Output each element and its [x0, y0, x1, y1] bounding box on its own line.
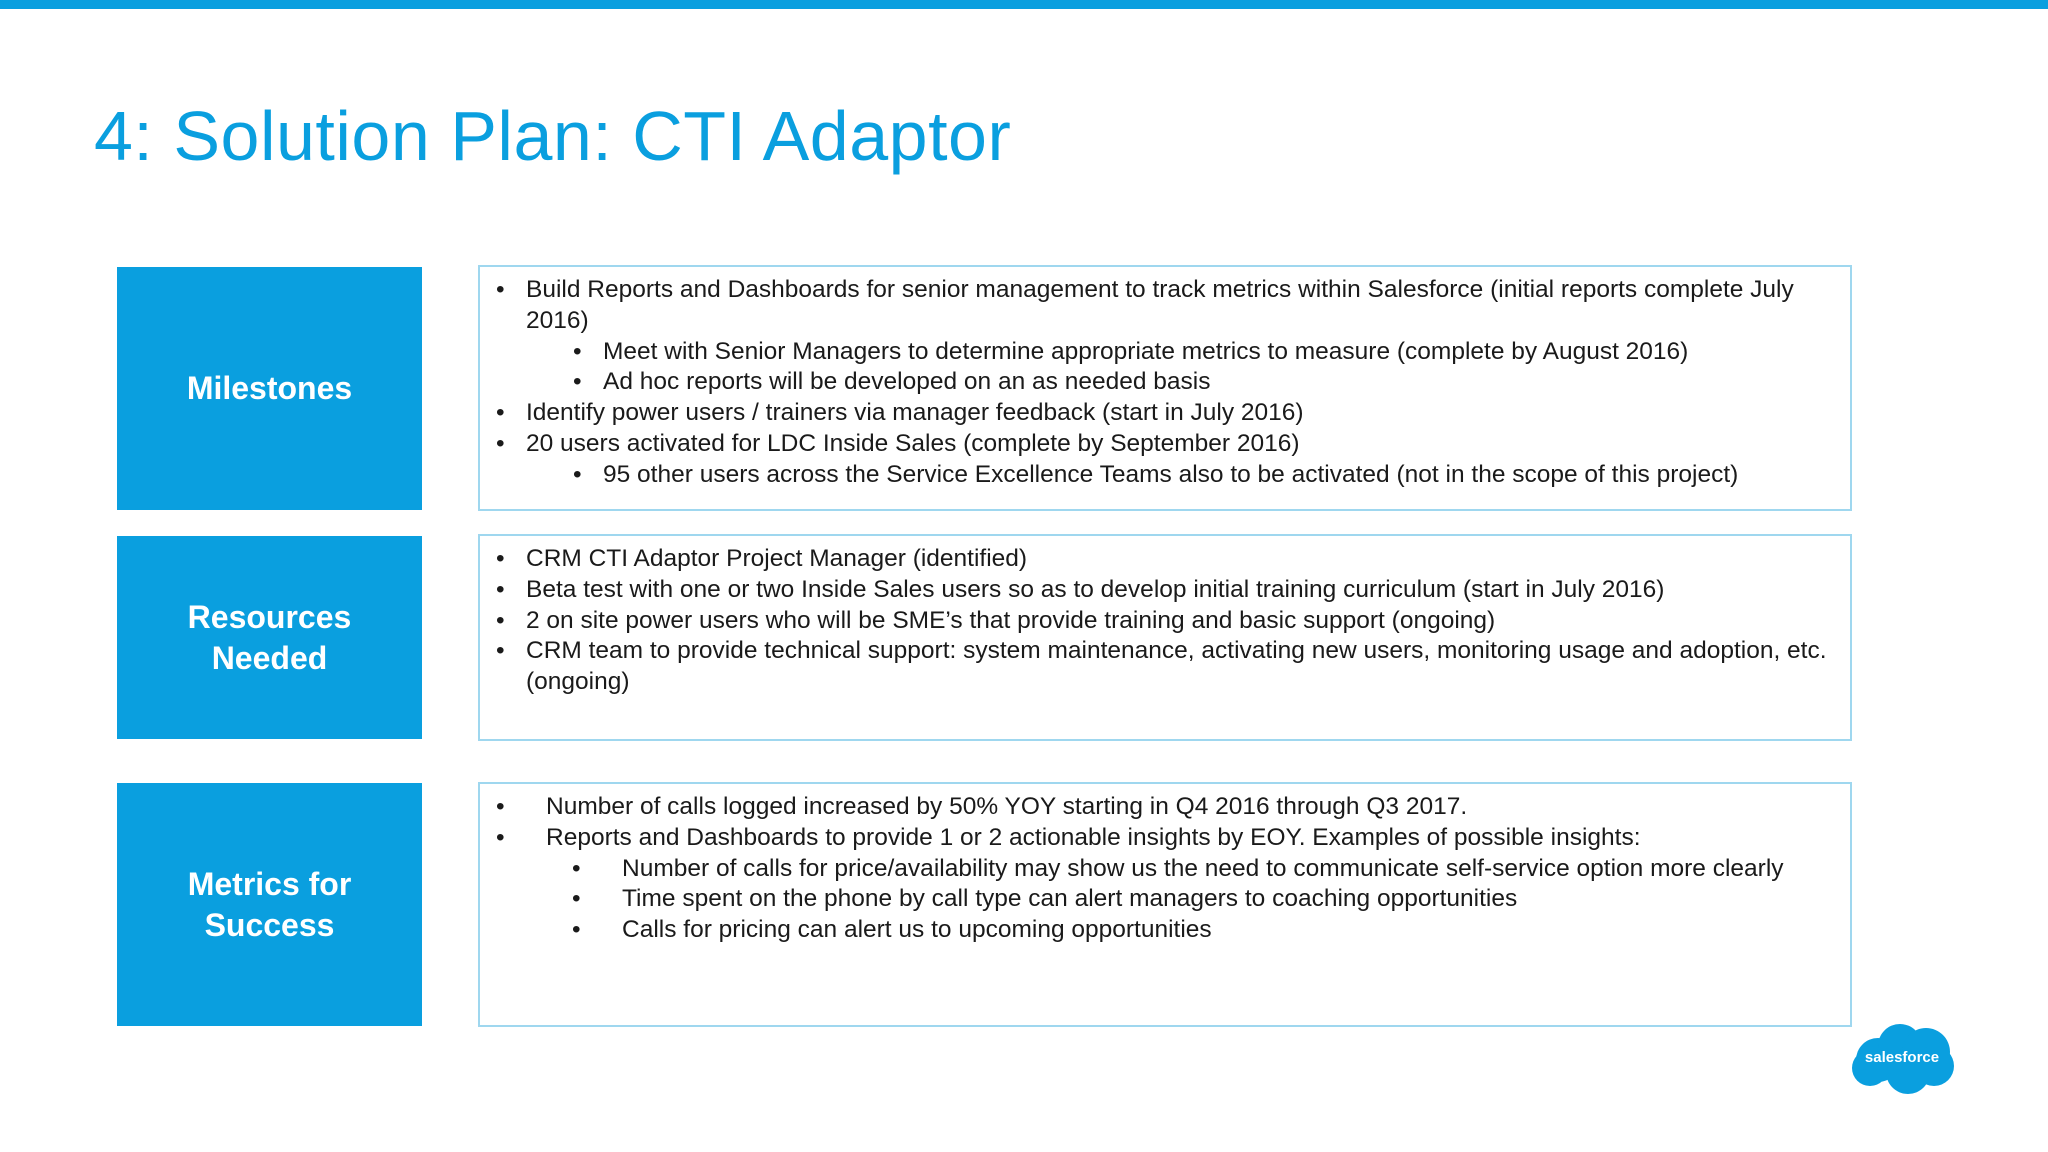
resources-list [494, 544, 1830, 698]
list-item: • 20 users activated for LDC Inside Sales (complete by September 2016) [494, 429, 1830, 460]
metrics-label-line2: Success [204, 906, 335, 943]
list-item: • CRM CTI Adaptor Project Manager (identified) [494, 544, 1830, 575]
milestones-list [494, 275, 1830, 491]
resources-label [117, 536, 422, 739]
list-item: • CRM team to provide technical support: system maintenance, activating new users, monitoring usage and adoption, etc. (ongoing) [494, 636, 1830, 698]
top-accent-bar [0, 0, 2048, 9]
list-item: • Beta test with one or two Inside Sales users so as to develop initial training curriculum (start in July 2016) [494, 575, 1830, 606]
resources-label-line1: Resources [187, 598, 352, 635]
list-subitem: • Calls for pricing can alert us to upcoming opportunities [494, 915, 1830, 946]
list-subitem: • 95 other users across the Service Excellence Teams also to be activated (not in the scope of this project) [494, 460, 1830, 491]
list-item: • Reports and Dashboards to provide 1 or 2 actionable insights by EOY. Examples of possible insights: [494, 823, 1830, 854]
metrics-list [494, 792, 1830, 946]
salesforce-logo [1848, 1022, 1956, 1096]
list-item: • Identify power users / trainers via manager feedback (start in July 2016) [494, 398, 1830, 429]
list-subitem: • Number of calls for price/availability may show us the need to communicate self-service option more clearly [494, 854, 1830, 885]
metrics-box [478, 782, 1852, 1027]
milestones-box [478, 265, 1852, 511]
resources-label-line2: Needed [211, 639, 328, 676]
list-item: • Number of calls logged increased by 50% YOY starting in Q4 2016 through Q3 2017. [494, 792, 1830, 823]
salesforce-logo-text: salesforce [1864, 1049, 1940, 1066]
list-subitem: • Time spent on the phone by call type can alert managers to coaching opportunities [494, 884, 1830, 915]
metrics-label [117, 783, 422, 1026]
metrics-label-line1: Metrics for [187, 865, 352, 902]
list-subitem: • Ad hoc reports will be developed on an as needed basis [494, 367, 1830, 398]
resources-box [478, 534, 1852, 741]
slide-title: 4: Solution Plan: CTI Adaptor [94, 97, 1012, 175]
list-item: • 2 on site power users who will be SME’s that provide training and basic support (ongoing) [494, 606, 1830, 637]
milestones-label [117, 267, 422, 510]
list-subitem: • Meet with Senior Managers to determine appropriate metrics to measure (complete by August 2016) [494, 337, 1830, 368]
list-item: • Build Reports and Dashboards for senior management to track metrics within Salesforce (initial reports complete July 2016) [494, 275, 1830, 337]
milestones-label-text: Milestones [186, 370, 353, 406]
